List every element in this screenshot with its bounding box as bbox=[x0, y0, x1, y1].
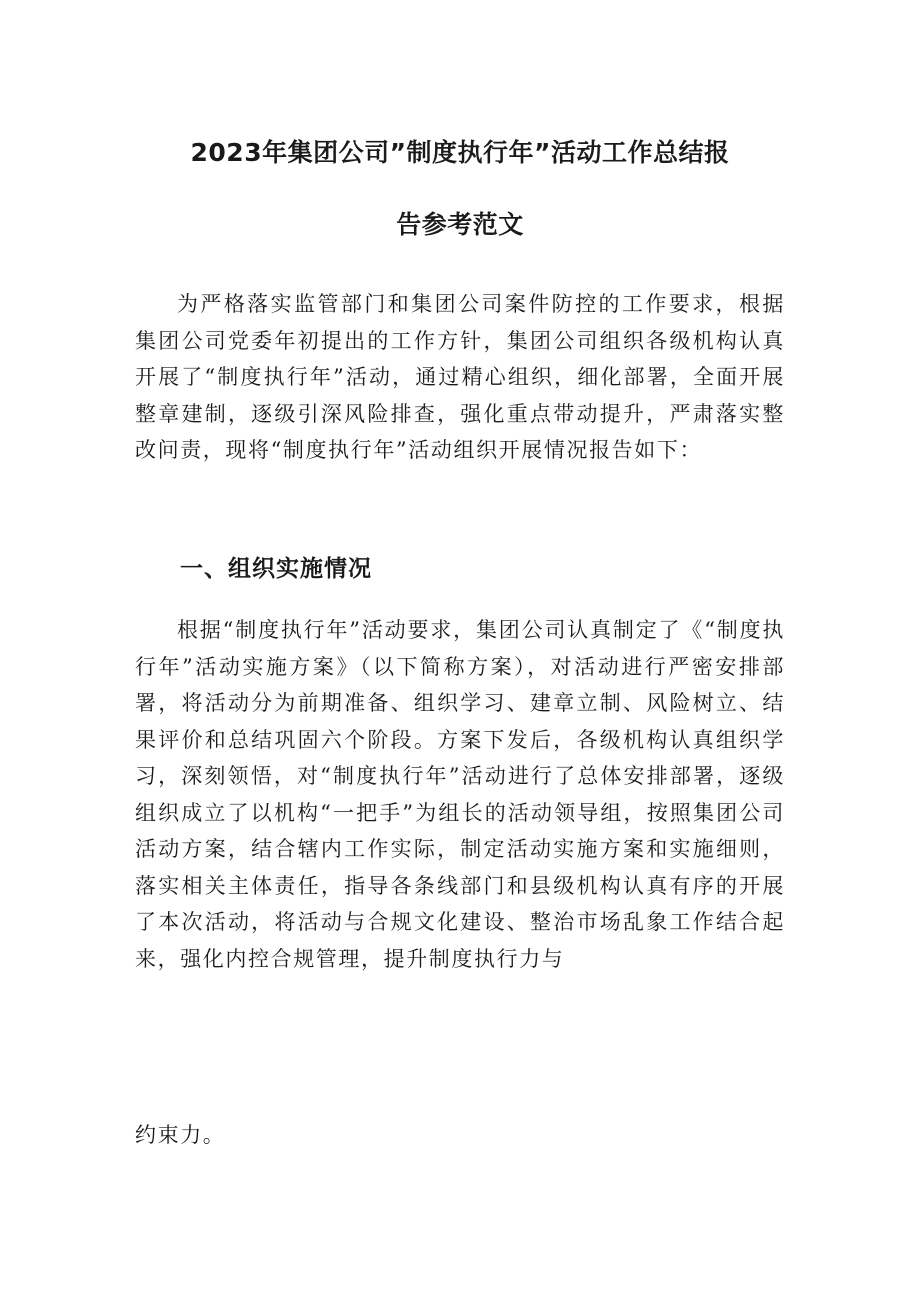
section-1-paragraph: 根据“制度执行年”活动要求，集团公司认真制定了《“制度执行年”活动实施方案》（以下简称方案），对活动进行严密安排部署，将活动分为前期准备、组织学习、建章立制、风险树立、结果评价和总结巩固六个阶段。方案下发后，各级机构认真组织学习，深刻领悟，对“制度执行年”活动进行了总体安排部署，逐级组织成立了以机构“一把手”为组长的活动领导组，按照集团公司活动方案，结合辖内工作实际，制定活动实施方案和实施细则，落实相关主体责任，指导各条线部门和县级机构认真有序的开展了本次活动，将活动与合规文化建设、整治市场乱象工作结合起来，强化内控合规管理，提升制度执行力与 bbox=[135, 618, 785, 971]
section-1-heading: 一、组织实施情况 bbox=[180, 556, 372, 582]
section-1-tail-text: 约束力。 bbox=[135, 1123, 226, 1147]
intro-paragraph: 为严格落实监管部门和集团公司案件防控的工作要求，根据集团公司党委年初提出的工作方针，集团公司组织各级机构认真开展了“制度执行年”活动，通过精心组织，细化部署，全面开展整章建制，逐级引深风险排查，强化重点带动提升，严肃落实整改问责，现将“制度执行年”活动组织开展情况报告如下： bbox=[135, 292, 785, 462]
document-title-line-1: 2023年集团公司”制度执行年”活动工作总结报 bbox=[190, 138, 730, 167]
document-title-line-2: 告参考范文 bbox=[396, 210, 524, 239]
